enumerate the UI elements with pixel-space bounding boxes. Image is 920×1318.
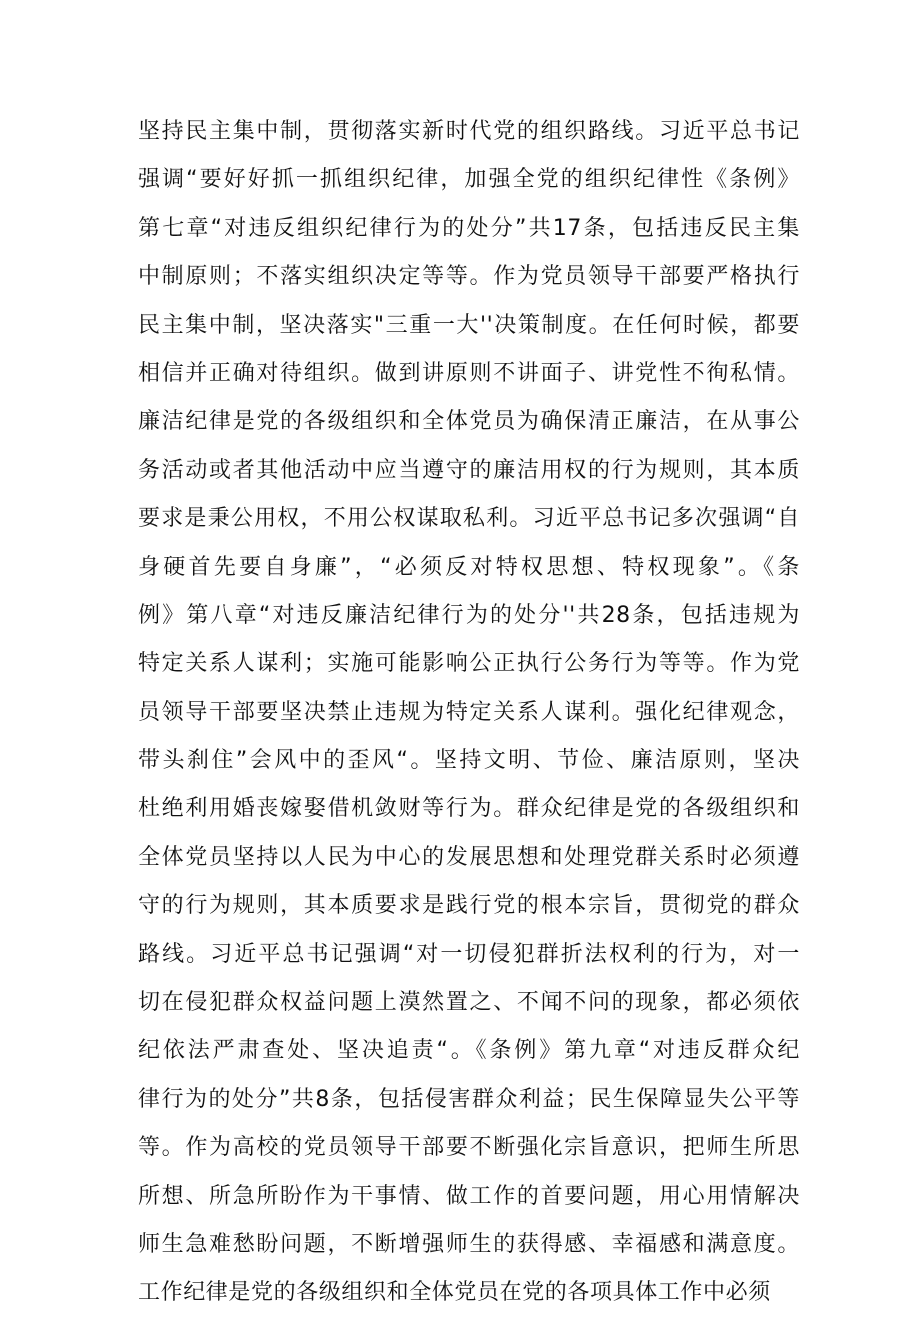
text-line: 切在侵犯群众权益问题上漠然置之、不闻不问的现象，都必须依 <box>138 990 800 1016</box>
text-line: 特定关系人谋利；实施可能影响公正执行公务行为等等。作为党 <box>138 651 800 677</box>
text-line: 纪依法严肃查处、坚决追责“。《条例》第九章“对违反群众纪 <box>138 1038 800 1064</box>
text-line: 全体党员坚持以人民为中心的发展思想和处理党群关系时必须遵 <box>138 844 800 870</box>
text-line: 员领导干部要坚决禁止违规为特定关系人谋利。强化纪律观念， <box>138 699 800 725</box>
text-line: 坚持民主集中制，贯彻落实新时代党的组织路线。习近平总书记 <box>138 119 800 144</box>
body-text <box>138 108 800 1318</box>
text-line: 要求是秉公用权，不用公权谋取私利。习近平总书记多次强调“自 <box>138 506 800 532</box>
text-line: 工作纪律是党的各级组织和全体党员在党的各项具体工作中必须 <box>138 1280 771 1306</box>
text-line: 律行为的处分”共8条，包括侵害群众利益；民生保障显失公平等 <box>138 1086 800 1112</box>
text-line: 民主集中制，坚决落实"三重一大''决策制度。在任何时候，都要 <box>138 312 800 338</box>
text-line: 廉洁纪律是党的各级组织和全体党员为确保清正廉洁，在从事公 <box>138 409 800 435</box>
text-line: 守的行为规则，其本质要求是践行党的根本宗旨，贯彻党的群众 <box>138 893 800 919</box>
text-line: 身硬首先要自身廉”，“必须反对特权思想、特权现象”。《条 <box>138 554 800 580</box>
text-line: 例》第八章“对违反廉洁纪律行为的处分''共28条，包括违规为 <box>138 602 800 628</box>
text-line: 师生急难愁盼问题，不断增强师生的获得感、幸福感和满意度。 <box>138 1231 800 1257</box>
text-line: 中制原则；不落实组织决定等等。作为党员领导干部要严格执行 <box>138 264 800 290</box>
text-line: 所想、所急所盼作为干事情、做工作的首要问题，用心用情解决 <box>138 1183 800 1209</box>
text-line: 等。作为高校的党员领导干部要不断强化宗旨意识，把师生所思 <box>138 1135 800 1161</box>
text-line: 杜绝利用婚丧嫁娶借机敛财等行为。群众纪律是党的各级组织和 <box>138 796 800 822</box>
text-line: 务活动或者其他活动中应当遵守的廉洁用权的行为规则，其本质 <box>138 457 800 483</box>
text-line: 带头刹住”会风中的歪风“。坚持文明、节俭、廉洁原则，坚决 <box>138 748 800 774</box>
text-line: 路线。习近平总书记强调“对一切侵犯群折法权利的行为，对一 <box>138 941 800 967</box>
text-line: 强调“要好好抓一抓组织纪律，加强全党的组织纪律性《条例》 <box>138 167 800 193</box>
text-line: 相信并正确对待组织。做到讲原则不讲面子、讲党性不徇私情。 <box>138 360 800 386</box>
text-line: 第七章“对违反组织纪律行为的处分”共17条，包括违反民主集 <box>138 215 800 241</box>
